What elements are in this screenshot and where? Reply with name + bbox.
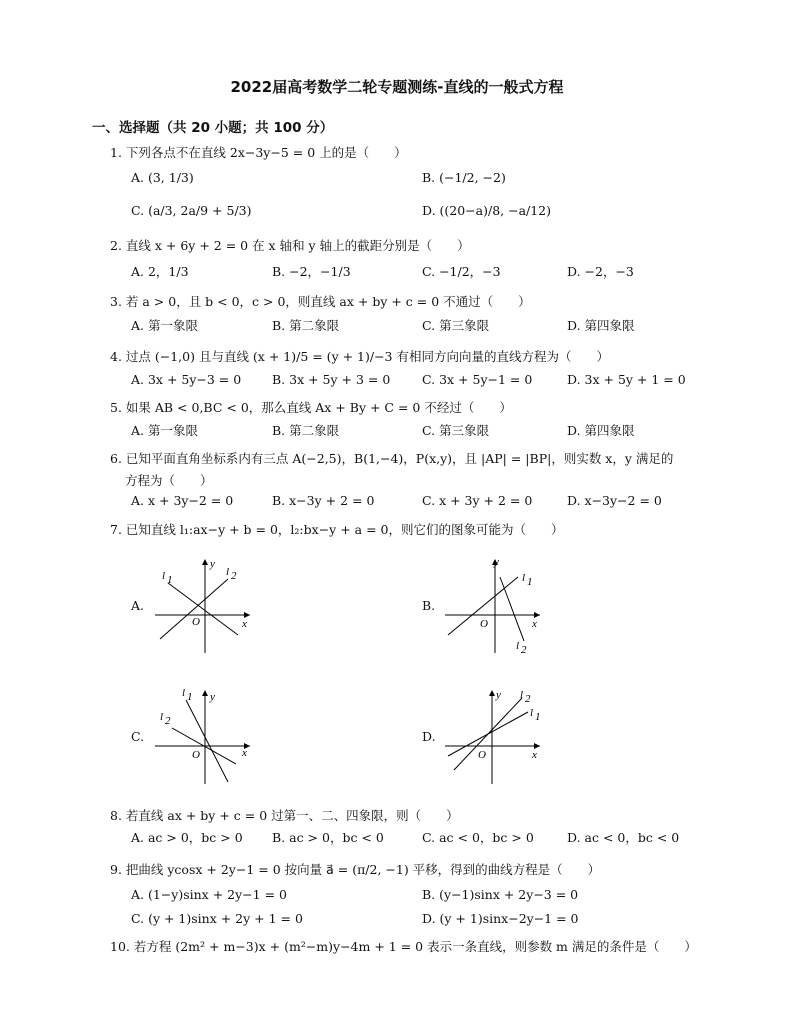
question-6-option-b[interactable]: B. x−3y + 2 = 0 <box>272 493 375 508</box>
question-3-option-a[interactable]: A. 第一象限 <box>131 318 198 333</box>
svg-text:y: y <box>210 558 215 570</box>
question-2-option-a[interactable]: A. 2，1/3 <box>131 264 189 279</box>
svg-text:y: y <box>496 689 501 701</box>
question-4-option-a[interactable]: A. 3x + 5y−3 = 0 <box>131 372 242 387</box>
svg-text:1: 1 <box>167 574 173 586</box>
section-heading: 一、选择题（共 20 小题；共 100 分） <box>92 120 334 136</box>
question-6-stem-line1: 6. 已知平面直角坐标系内有三点 A(−2,5)，B(1,−4)，P(x,y)，且 |AP| = |BP|，则实数 x，y 满足的 <box>110 451 674 466</box>
svg-text:O: O <box>478 749 486 761</box>
question-9-option-c[interactable]: C. (y + 1)sinx + 2y + 1 = 0 <box>131 911 303 926</box>
question-6-option-a[interactable]: A. x + 3y−2 = 0 <box>131 493 234 508</box>
graph-d <box>440 686 545 786</box>
question-6-option-c[interactable]: C. x + 3y + 2 = 0 <box>422 493 533 508</box>
question-9-option-d[interactable]: D. (y + 1)sinx−2y−1 = 0 <box>422 911 579 926</box>
question-1-option-b[interactable]: B. (−1/2, −2) <box>422 170 506 185</box>
svg-text:y: y <box>494 556 499 568</box>
svg-text:l: l <box>160 711 164 723</box>
question-6-option-d[interactable]: D. x−3y−2 = 0 <box>567 493 662 508</box>
question-3-stem: 3. 若 a > 0，且 b < 0，c > 0，则直线 ax + by + c = 0 不通过（ ） <box>110 294 531 309</box>
question-6-stem-line2: 方程为（ ） <box>125 473 213 488</box>
question-4-option-c[interactable]: C. 3x + 5y−1 = 0 <box>422 372 533 387</box>
question-10-stem: 10. 若方程 (2m² + m−3)x + (m²−m)y−4m + 1 = 0 表示一条直线，则参数 m 满足的条件是（ ） <box>110 939 697 954</box>
question-7-option-a[interactable]: A. <box>131 598 145 613</box>
svg-text:2: 2 <box>165 715 171 727</box>
question-1-option-d[interactable]: D. ((20−a)/8, −a/12) <box>422 203 552 218</box>
svg-text:x: x <box>242 618 247 630</box>
svg-text:l: l <box>516 640 520 652</box>
page-title: 2022届高考数学二轮专题测练-直线的一般式方程 <box>230 78 564 96</box>
question-5-stem: 5. 如果 AB < 0,BC < 0，那么直线 Ax + By + C = 0 不经过（ ） <box>110 400 512 415</box>
graph-b <box>440 553 545 655</box>
question-5-option-c[interactable]: C. 第三象限 <box>422 423 490 438</box>
graph-c <box>150 686 255 786</box>
question-8-option-a[interactable]: A. ac > 0，bc > 0 <box>131 830 243 845</box>
question-2-option-d[interactable]: D. −2，−3 <box>567 264 634 279</box>
question-4-option-d[interactable]: D. 3x + 5y + 1 = 0 <box>567 372 686 387</box>
svg-text:2: 2 <box>521 644 527 655</box>
svg-text:l: l <box>520 689 524 701</box>
svg-text:l: l <box>182 687 186 699</box>
question-7-option-c[interactable]: C. <box>131 729 145 744</box>
svg-text:l: l <box>226 566 230 578</box>
svg-text:1: 1 <box>535 711 541 723</box>
question-4-stem: 4. 过点 (−1,0) 且与直线 (x + 1)/5 = (y + 1)/−3 有相同方向向量的直线方程为（ ） <box>110 349 609 364</box>
svg-text:2: 2 <box>231 570 237 582</box>
question-9-option-b[interactable]: B. (y−1)sinx + 2y−3 = 0 <box>422 887 579 902</box>
svg-text:2: 2 <box>525 693 531 705</box>
question-7-option-b[interactable]: B. <box>422 598 436 613</box>
question-8-option-d[interactable]: D. ac < 0，bc < 0 <box>567 830 680 845</box>
question-8-stem: 8. 若直线 ax + by + c = 0 过第一、二、四象限，则（ ） <box>110 808 459 823</box>
question-1-stem: 1. 下列各点不在直线 2x−3y−5 = 0 上的是（ ） <box>110 145 407 160</box>
svg-text:1: 1 <box>527 576 533 588</box>
svg-text:l: l <box>522 572 526 584</box>
svg-text:y: y <box>210 691 215 703</box>
svg-text:1: 1 <box>187 691 193 703</box>
svg-text:O: O <box>192 749 200 761</box>
question-1-option-c[interactable]: C. (a/3, 2a/9 + 5/3) <box>131 203 252 218</box>
question-8-option-c[interactable]: C. ac < 0，bc > 0 <box>422 830 534 845</box>
question-3-option-c[interactable]: C. 第三象限 <box>422 318 490 333</box>
question-1-option-a[interactable]: A. (3, 1/3) <box>131 170 194 185</box>
question-7-option-d[interactable]: D. <box>422 729 436 744</box>
question-2-option-b[interactable]: B. −2，−1/3 <box>272 264 351 279</box>
question-2-option-c[interactable]: C. −1/2，−3 <box>422 264 501 279</box>
question-5-option-d[interactable]: D. 第四象限 <box>567 423 635 438</box>
svg-text:O: O <box>480 618 488 630</box>
question-9-stem: 9. 把曲线 ycosx + 2y−1 = 0 按向量 a⃗ = (π/2, −1) 平移，得到的曲线方程是（ ） <box>110 862 601 877</box>
question-2-stem: 2. 直线 x + 6y + 2 = 0 在 x 轴和 y 轴上的截距分别是（ ） <box>110 238 470 253</box>
question-5-option-b[interactable]: B. 第二象限 <box>272 423 340 438</box>
svg-text:O: O <box>192 616 200 628</box>
svg-text:x: x <box>242 747 247 759</box>
question-4-option-b[interactable]: B. 3x + 5y + 3 = 0 <box>272 372 391 387</box>
svg-text:l: l <box>162 570 166 582</box>
question-8-option-b[interactable]: B. ac > 0，bc < 0 <box>272 830 384 845</box>
question-7-stem: 7. 已知直线 l₁:ax−y + b = 0，l₂:bx−y + a = 0，则它们的图象可能为（ ） <box>110 522 564 537</box>
question-3-option-b[interactable]: B. 第二象限 <box>272 318 340 333</box>
svg-text:x: x <box>532 749 537 761</box>
question-9-option-a[interactable]: A. (1−y)sinx + 2y−1 = 0 <box>131 887 287 902</box>
question-5-option-a[interactable]: A. 第一象限 <box>131 423 198 438</box>
graph-a <box>150 555 255 655</box>
svg-text:x: x <box>532 618 537 630</box>
svg-text:l: l <box>530 707 534 719</box>
question-3-option-d[interactable]: D. 第四象限 <box>567 318 635 333</box>
